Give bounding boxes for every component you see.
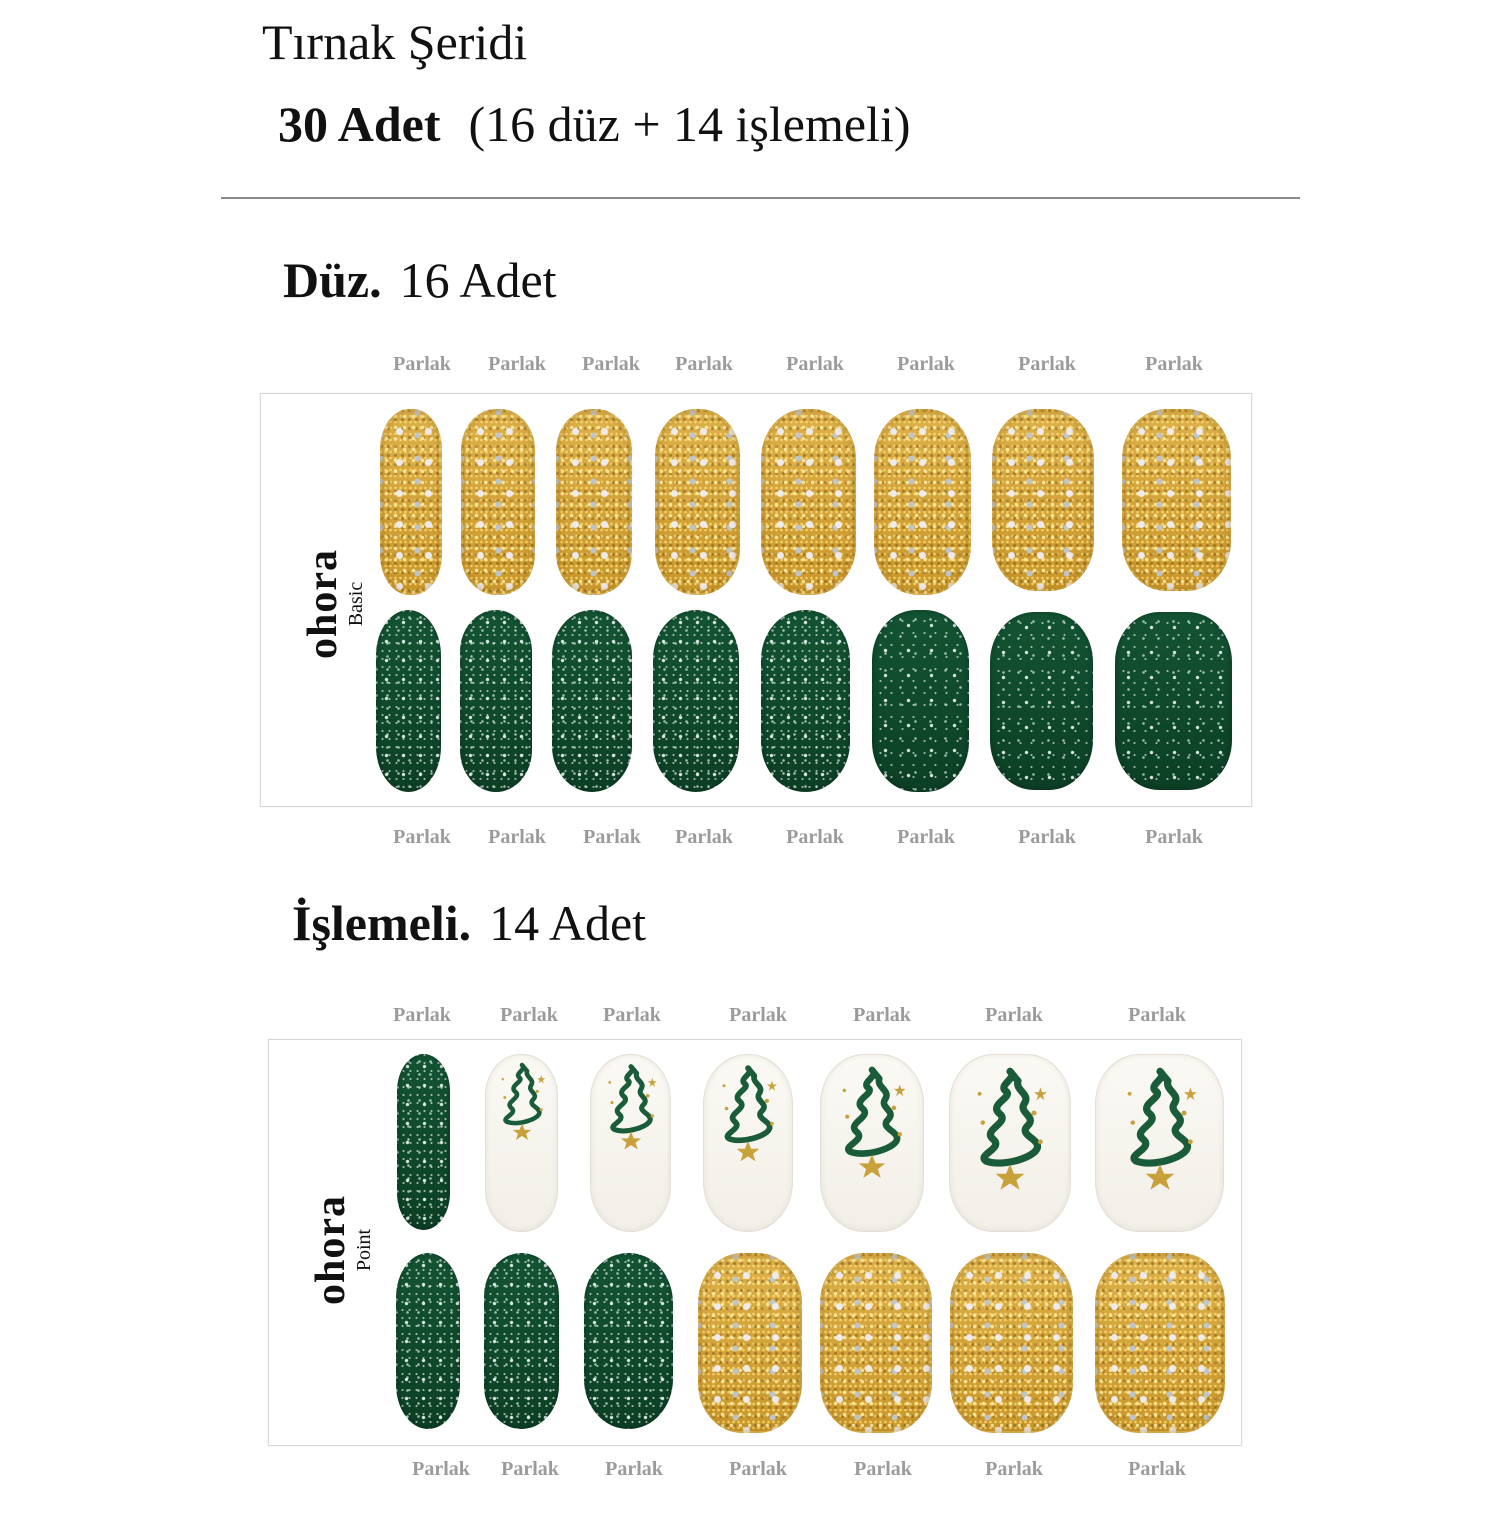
design-bottom-nail-green[interactable] xyxy=(484,1253,559,1429)
plain-bottom-finish-label: Parlak xyxy=(897,826,955,848)
divider xyxy=(221,197,1300,199)
design-bottom-finish-label: Parlak xyxy=(501,1458,559,1480)
design-bottom-nail-gold[interactable] xyxy=(1095,1253,1225,1433)
plain-top-nail-gold[interactable] xyxy=(655,409,740,595)
design-top-finish-label: Parlak xyxy=(1128,1004,1186,1026)
tree-icon xyxy=(496,1061,547,1142)
plain-top-finish-label: Parlak xyxy=(488,353,546,375)
plain-top-nail-gold[interactable] xyxy=(461,409,535,595)
design-bottom-finish-label: Parlak xyxy=(985,1458,1043,1480)
plain-bottom-nail-green[interactable] xyxy=(460,610,532,792)
design-bottom-finish-label: Parlak xyxy=(605,1458,663,1480)
design-top-finish-label: Parlak xyxy=(853,1004,911,1026)
design-bottom-nail-gold[interactable] xyxy=(698,1253,802,1433)
piece-count xyxy=(278,94,911,154)
plain-heading-count: 16 Adet xyxy=(399,252,557,308)
design-top-finish-label: Parlak xyxy=(393,1004,451,1026)
plain-heading-bold: Düz. xyxy=(283,252,382,308)
design-bottom-nail-gold[interactable] xyxy=(950,1253,1073,1433)
plain-top-finish-label: Parlak xyxy=(1018,353,1076,375)
piece-count-detail: (16 düz + 14 işlemeli) xyxy=(468,96,911,152)
plain-bottom-finish-label: Parlak xyxy=(1018,826,1076,848)
page-title: Tırnak Şeridi xyxy=(262,14,528,70)
design-top-nail-white-tree[interactable] xyxy=(820,1054,924,1232)
plain-bottom-nail-green[interactable] xyxy=(761,610,850,792)
plain-bottom-finish-label: Parlak xyxy=(675,826,733,848)
plain-bottom-nail-green[interactable] xyxy=(653,610,739,792)
design-top-finish-label: Parlak xyxy=(985,1004,1043,1026)
plain-top-nail-gold[interactable] xyxy=(556,409,632,595)
plain-top-nail-gold[interactable] xyxy=(874,409,971,595)
design-top-nail-white-tree[interactable] xyxy=(1095,1054,1224,1232)
plain-bottom-finish-label: Parlak xyxy=(786,826,844,848)
design-bottom-finish-label: Parlak xyxy=(412,1458,470,1480)
design-top-nail-white-tree[interactable] xyxy=(703,1054,793,1232)
plain-bottom-finish-label: Parlak xyxy=(393,826,451,848)
design-heading-bold: İşlemeli. xyxy=(292,895,472,951)
design-top-nail-white-tree[interactable] xyxy=(949,1054,1071,1232)
plain-top-finish-label: Parlak xyxy=(1145,353,1203,375)
plain-top-finish-label: Parlak xyxy=(897,353,955,375)
design-top-nail-green[interactable] xyxy=(397,1054,450,1230)
plain-bottom-finish-label: Parlak xyxy=(488,826,546,848)
plain-bottom-nail-green[interactable] xyxy=(872,610,969,792)
plain-brand-sub: Basic xyxy=(345,581,367,627)
design-bottom-nail-gold[interactable] xyxy=(820,1253,932,1433)
design-top-finish-label: Parlak xyxy=(603,1004,661,1026)
tree-icon xyxy=(717,1063,780,1164)
design-bottom-finish-label: Parlak xyxy=(729,1458,787,1480)
design-top-finish-label: Parlak xyxy=(729,1004,787,1026)
plain-bottom-finish-label: Parlak xyxy=(583,826,641,848)
design-brand-logo: ohora xyxy=(308,1195,354,1305)
plain-bottom-nail-green[interactable] xyxy=(552,610,632,792)
piece-count-total: 30 Adet xyxy=(278,96,441,152)
plain-top-nail-gold[interactable] xyxy=(992,409,1094,591)
plain-brand-logo: ohora xyxy=(300,549,346,659)
plain-top-finish-label: Parlak xyxy=(582,353,640,375)
plain-top-finish-label: Parlak xyxy=(393,353,451,375)
design-brand xyxy=(308,1180,375,1320)
design-top-finish-label: Parlak xyxy=(500,1004,558,1026)
plain-top-nail-gold[interactable] xyxy=(1122,409,1231,591)
plain-bottom-nail-green[interactable] xyxy=(990,612,1093,790)
plain-top-nail-gold[interactable] xyxy=(761,409,856,595)
design-top-nail-white-tree[interactable] xyxy=(485,1054,558,1232)
design-top-nail-white-tree[interactable] xyxy=(590,1054,671,1232)
design-bottom-nail-green[interactable] xyxy=(584,1253,673,1429)
design-bottom-finish-label: Parlak xyxy=(1128,1458,1186,1480)
plain-top-nail-gold[interactable] xyxy=(380,409,442,595)
plain-bottom-nail-green[interactable] xyxy=(1115,612,1232,790)
plain-top-finish-label: Parlak xyxy=(786,353,844,375)
plain-section-heading xyxy=(283,250,557,310)
tree-icon xyxy=(1120,1065,1200,1193)
plain-bottom-finish-label: Parlak xyxy=(1145,826,1203,848)
tree-icon xyxy=(836,1064,909,1181)
tree-icon xyxy=(970,1065,1050,1193)
design-bottom-nail-green[interactable] xyxy=(396,1253,460,1429)
tree-icon xyxy=(603,1062,659,1152)
design-bottom-finish-label: Parlak xyxy=(854,1458,912,1480)
design-section-heading xyxy=(292,893,646,953)
plain-brand xyxy=(300,534,367,674)
design-brand-sub: Point xyxy=(353,1228,375,1272)
plain-top-finish-label: Parlak xyxy=(675,353,733,375)
plain-bottom-nail-green[interactable] xyxy=(376,610,441,792)
design-heading-count: 14 Adet xyxy=(489,895,647,951)
